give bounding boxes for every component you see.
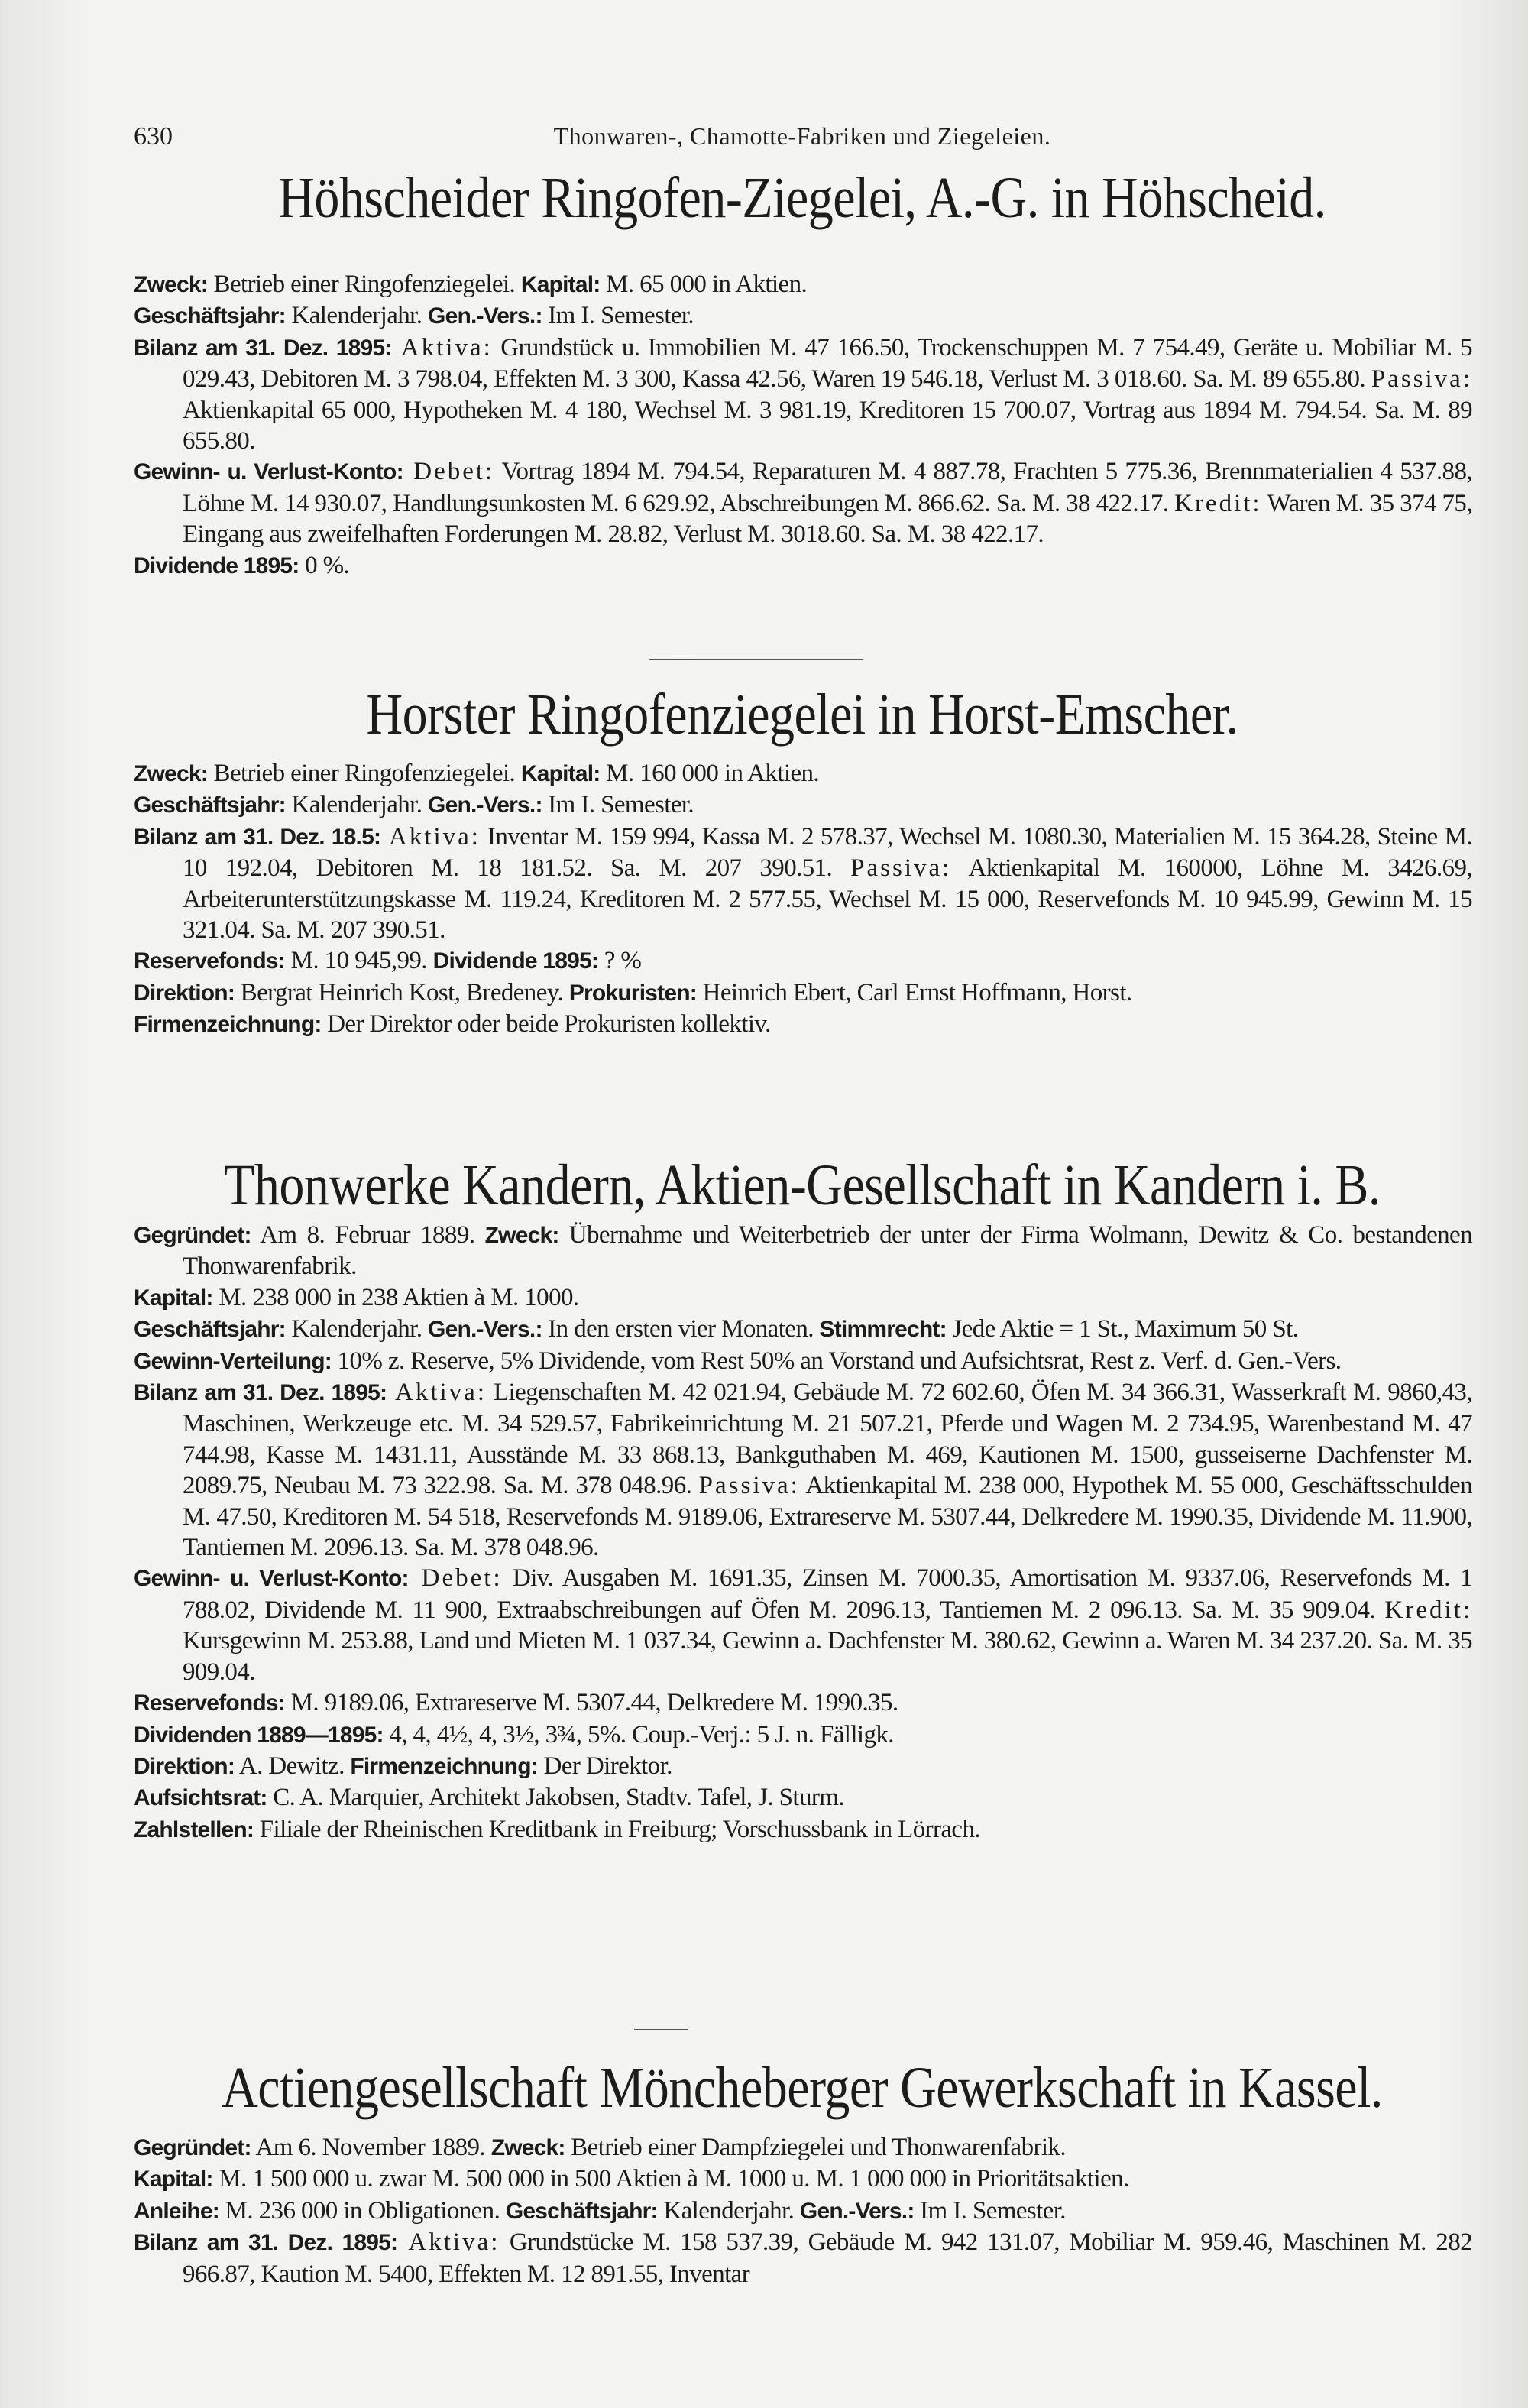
field-text: In den ersten vier Monaten. — [542, 1315, 820, 1343]
field-text: Kursgewinn M. 253.88, Land und Mieten M. 1 037.34, Gewinn a. Dachfenster M. 380.62, Gewinn a. Waren M. 34 237.20. Sa. M. 35 909.04. — [183, 1627, 1472, 1686]
spaced-label: Kredit: — [1174, 489, 1262, 517]
field-text: ? % — [598, 947, 642, 975]
entry-paragraph — [134, 822, 1472, 946]
field-label: Dividende 1895: — [134, 553, 299, 579]
field-label: Reservefonds: — [134, 948, 286, 974]
company-entry-kassel — [134, 2132, 1472, 2290]
company-title-horst: Horster Ringofenziegelei in Horst-Emscher. — [366, 682, 1238, 747]
field-label: Bilanz am 31. Dez. 1895: — [134, 2230, 398, 2256]
field-label: Prokuristen: — [568, 980, 697, 1006]
field-label: Aufsichtsrat: — [134, 1785, 267, 1811]
spaced-label: Passiva: — [1371, 365, 1472, 394]
field-text: Liegenschaften M. 42 021.94, Gebäude M. 72 602.60, Öfen M. 34 366.31, Wasserkraft M. 9860,43, Maschinen, Werkzeuge etc. M. 34 529.57, Fabrikeinrichtung M. 21 507.21, Pferde und Wagen M. 2 734.95, Warenbestand M. 47 744.98, Kasse M. 1431.11, Ausstände M. 33 868.13, Bankguthaben M. 469, Kautionen M. 1500, gusseiserne Dachfenster M. 2089.75, Neubau M. 73 322.98. Sa. M. 378 048.96. — [183, 1379, 1472, 1500]
field-label: Gegründet: — [134, 1223, 251, 1248]
entry-paragraph — [134, 977, 1472, 1009]
field-text: Kalenderjahr. — [285, 1315, 429, 1343]
field-label: Direktion: — [134, 1753, 235, 1779]
field-text: C. A. Marquier, Architekt Jakobsen, Stadtv. Tafel, J. Sturm. — [267, 1784, 844, 1812]
entry-paragraph — [134, 1314, 1472, 1345]
field-label: Kapital: — [134, 2167, 213, 2192]
entry-paragraph — [134, 332, 1472, 457]
field-text: Jede Aktie = 1 St., Maximum 50 St. — [946, 1315, 1299, 1343]
field-text: Grundstück u. Immobilien M. 47 166.50, Trockenschuppen M. 7 754.49, Geräte u. Mobiliar M. 5 029.43, Debitoren M. 3 798.04, Effekten M. 3 300, Kassa 42.56, Waren 19 546.18, Verlust M. 3 018.60. Sa. M. 89 655.80. — [183, 333, 1472, 394]
entry-paragraph — [134, 1346, 1472, 1377]
field-label: Direktion: — [134, 980, 235, 1006]
field-label: Bilanz am 31. Dez. 1895: — [134, 1380, 387, 1406]
entry-paragraph — [134, 1687, 1472, 1719]
field-text: M. 65 000 in Aktien. — [600, 271, 808, 298]
field-text: Bergrat Heinrich Kost, Bredeney. — [235, 978, 569, 1006]
entry-paragraph — [134, 2163, 1472, 2195]
field-label: Gewinn- u. Verlust-Konto: — [134, 1566, 409, 1592]
spaced-label: Aktiva: — [391, 333, 493, 361]
spaced-label: Debet: — [403, 458, 495, 486]
entry-paragraph — [134, 1220, 1472, 1282]
field-text: Aktienkapital 65 000, Hypotheken M. 4 180, Wechsel M. 3 981.19, Kreditoren 15 700.07, Vortrag aus 1894 M. 794.54. Sa. M. 89 655.80. — [183, 396, 1472, 455]
field-text: M. 236 000 in Obligationen. — [219, 2196, 506, 2225]
field-text: Der Direktor. — [537, 1752, 672, 1780]
running-header — [134, 122, 1471, 160]
field-text: M. 10 945,99. — [285, 947, 433, 975]
field-text: 0 %. — [299, 551, 350, 579]
company-title-kassel: Actiengesellschaft Möncheberger Gewerkschaft in Kassel. — [222, 2056, 1383, 2121]
entry-paragraph — [134, 1751, 1472, 1782]
entry-paragraph — [134, 2196, 1472, 2227]
field-label: Dividende 1895: — [432, 948, 599, 974]
entry-paragraph — [134, 2132, 1472, 2163]
field-label: Geschäftsjahr: — [134, 1317, 286, 1343]
spaced-label: Passiva: — [698, 1472, 800, 1500]
field-label: Gen.-Vers.: — [428, 303, 542, 329]
field-label: Geschäftsjahr: — [505, 2198, 658, 2224]
field-label: Gen.-Vers.: — [428, 792, 542, 818]
field-text: Der Direktor oder beide Prokuristen kollektiv. — [321, 1010, 771, 1039]
field-label: Anleihe: — [134, 2198, 219, 2224]
field-text: Kalenderjahr. — [657, 2196, 800, 2225]
field-label: Firmenzeichnung: — [134, 1012, 322, 1038]
entry-paragraph — [134, 1282, 1472, 1314]
field-label: Kapital: — [520, 761, 601, 786]
field-label: Dividenden 1889—1895: — [134, 1722, 384, 1748]
entry-paragraph — [134, 789, 1472, 821]
entry-paragraph — [134, 456, 1472, 549]
company-entry-horst — [134, 758, 1472, 1041]
field-text: 4, 4, 4½, 4, 3½, 3¾, 5%. Coup.-Verj.: 5 J. n. Fälligk. — [383, 1720, 894, 1748]
spaced-label: Aktiva: — [397, 2228, 500, 2257]
spaced-label: Aktiva: — [387, 1379, 487, 1407]
field-text: Grundstücke M. 158 537.39, Gebäude M. 942 131.07, Mobiliar M. 959.46, Maschinen M. 282 966.87, Kaution M. 5400, Effekten M. 12 891.55, Inventar — [183, 2228, 1472, 2288]
field-text: Waren M. 35 374 75, Eingang aus zweifelhaften Forderungen M. 28.82, Verlust M. 3018.60. Sa. M. 38 422.17. — [183, 489, 1472, 549]
field-text: Am 8. Februar 1889. — [251, 1221, 485, 1249]
page-number: 630 — [134, 122, 173, 151]
running-title: Thonwaren-, Chamotte-Fabriken und Ziegeleien. — [553, 122, 1051, 150]
spaced-label: Passiva: — [850, 854, 952, 883]
field-label: Zweck: — [484, 1223, 559, 1248]
entry-paragraph — [134, 1377, 1472, 1563]
company-title-kandern: Thonwerke Kandern, Aktien-Gesellschaft in Kandern i. B. — [224, 1153, 1381, 1218]
spaced-label: Kredit: — [1384, 1596, 1472, 1624]
field-text: M. 1 500 000 u. zwar M. 500 000 in 500 Aktien à M. 1000 u. M. 1 000 000 in Prioritätsaktien. — [212, 2165, 1129, 2193]
entry-paragraph — [134, 1782, 1472, 1813]
field-text: Aktienkapital M. 238 000, Hypothek M. 55 000, Geschäftsschulden M. 47.50, Kreditoren M. 54 518, Reservefonds M. 9189.06, Extrareserve M. 5307.44, Delkredere M. 1990.35, Dividende M. 11.900, Tantiemen M. 2096.13. Sa. M. 378 048.96. — [183, 1472, 1472, 1562]
company-entry-kandern — [134, 1220, 1472, 1846]
field-text: Im I. Semester. — [542, 302, 694, 330]
field-label: Zweck: — [490, 2135, 565, 2160]
field-text: Betrieb einer Ringofenziegelei. — [207, 760, 521, 787]
spaced-label: Aktiva: — [380, 822, 481, 851]
company-entry-hoehscheid — [134, 269, 1472, 582]
field-text: Betrieb einer Dampfziegelei und Thonwarenfabrik. — [565, 2134, 1066, 2161]
field-label: Zweck: — [134, 272, 208, 297]
entry-paragraph — [134, 1009, 1472, 1040]
field-text: Div. Ausgaben M. 1691.35, Zinsen M. 7000.35, Amortisation M. 9337.06, Reservefonds M. 1 788.02, Dividende M. 11 900, Extraabschreibungen auf Öfen M. 2096.13, Tantiemen M. 2 096.13. Sa. M. 35 909.04. — [183, 1564, 1473, 1624]
field-text: Vortrag 1894 M. 794.54, Reparaturen M. 4 887.78, Frachten 5 775.36, Brennmaterialien 4 537.88, Löhne M. 14 930.07, Handlungsunkosten M. 6 629.92, Abschreibungen M. 866.62. Sa. M. 38 422.17. — [183, 458, 1472, 517]
field-label: Kapital: — [134, 1285, 213, 1311]
field-text: Im I. Semester. — [914, 2196, 1066, 2225]
section-divider — [649, 659, 863, 660]
field-text: M. 238 000 in 238 Aktien à M. 1000. — [212, 1283, 579, 1311]
field-label: Reservefonds: — [134, 1690, 286, 1716]
field-label: Bilanz am 31. Dez. 1895: — [134, 335, 392, 361]
field-text: Betrieb einer Ringofenziegelei. — [207, 271, 521, 298]
entry-paragraph — [134, 1814, 1472, 1846]
field-label: Gewinn- u. Verlust-Konto: — [134, 459, 403, 485]
spaced-label: Debet: — [408, 1564, 503, 1593]
field-label: Gen.-Vers.: — [428, 1317, 542, 1343]
section-divider — [634, 2029, 688, 2030]
entry-paragraph — [134, 945, 1472, 977]
field-text: Kalenderjahr. — [285, 791, 429, 819]
field-text: 10% z. Reserve, 5% Dividende, vom Rest 50% an Vorstand und Aufsichtsrat, Rest z. Verf. d. Gen.-Vers. — [331, 1347, 1342, 1375]
field-label: Geschäftsjahr: — [134, 792, 286, 818]
entry-paragraph — [134, 758, 1472, 789]
field-text: M. 9189.06, Extrareserve M. 5307.44, Delkredere M. 1990.35. — [285, 1689, 898, 1717]
field-label: Zweck: — [134, 761, 208, 786]
field-text: Übernahme und Weiterbetrieb der unter der Firma Wolmann, Dewitz & Co. bestandenen Thonwarenfabrik. — [183, 1221, 1472, 1281]
field-label: Gen.-Vers.: — [799, 2198, 915, 2224]
field-label: Zahlstellen: — [134, 1817, 254, 1842]
field-text: Kalenderjahr. — [285, 302, 429, 330]
field-label: Kapital: — [520, 272, 601, 297]
field-label: Gegründet: — [134, 2135, 251, 2160]
entry-paragraph — [134, 269, 1472, 300]
company-title-hoehscheid: Höhscheider Ringofen-Ziegelei, A.-G. in Höhscheid. — [278, 166, 1326, 231]
entry-paragraph — [134, 1719, 1472, 1751]
field-text: Im I. Semester. — [542, 791, 694, 819]
field-label: Gewinn-Verteilung: — [134, 1348, 332, 1374]
field-label: Stimmrecht: — [819, 1317, 947, 1343]
field-label: Bilanz am 31. Dez. 18.5: — [134, 824, 381, 850]
field-text: A. Dewitz. — [235, 1752, 351, 1780]
field-text: Heinrich Ebert, Carl Ernst Hoffmann, Horst. — [696, 978, 1132, 1006]
field-label: Firmenzeichnung: — [350, 1753, 538, 1779]
field-text: Filiale der Rheinischen Kreditbank in Freiburg; Vorschussbank in Lörrach. — [254, 1815, 981, 1843]
field-text: M. 160 000 in Aktien. — [600, 760, 820, 787]
field-label: Geschäftsjahr: — [134, 303, 286, 329]
field-text: Aktienkapital M. 160000, Löhne M. 3426.69, Arbeiterunterstützungskasse M. 119.24, Kreditoren M. 2 577.55, Wechsel M. 15 000, Reservefonds M. 10 945.99, Gewinn M. 15 321.04. Sa. M. 207 390.51. — [183, 854, 1472, 945]
field-text: Inventar M. 159 994, Kassa M. 2 578.37, Wechsel M. 1080.30, Materialien M. 15 364.28, Steine M. 10 192.04, Debitoren M. 18 181.52. Sa. M. 207 390.51. — [183, 822, 1472, 883]
entry-paragraph — [134, 1563, 1472, 1687]
entry-paragraph — [134, 550, 1472, 582]
entry-paragraph — [134, 2227, 1472, 2290]
field-text: Am 6. November 1889. — [251, 2134, 491, 2161]
entry-paragraph — [134, 300, 1472, 332]
